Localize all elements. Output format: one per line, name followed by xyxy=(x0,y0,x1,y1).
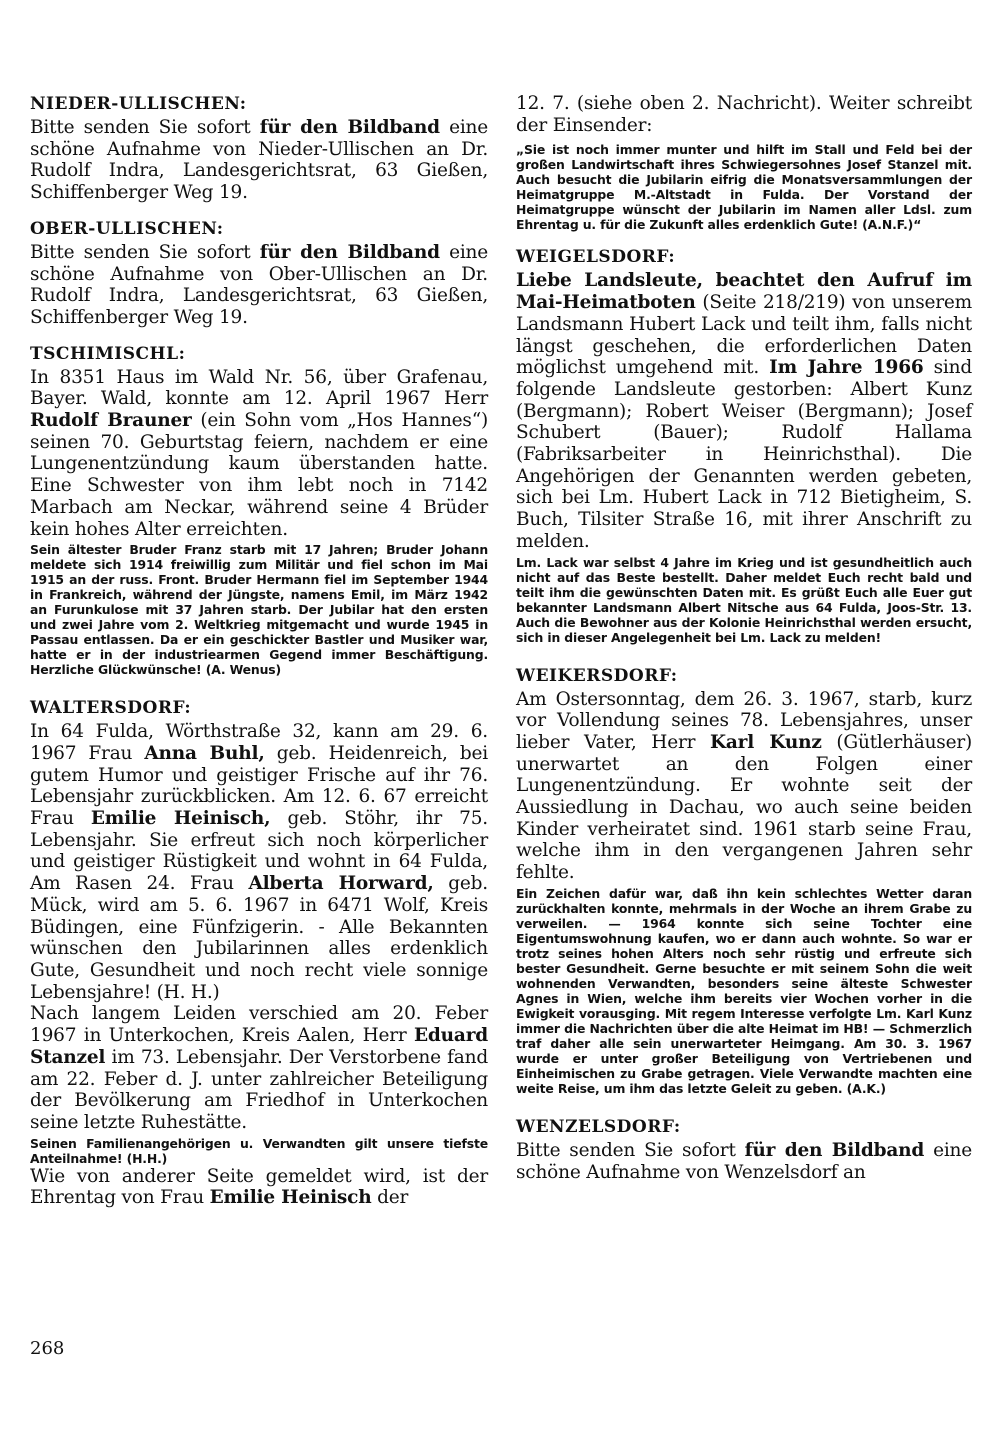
waltersdorf-paragraph-1: In 64 Fulda, Wörthstraße 32, kann am 29. 6. 1967 Frau Anna Buhl, geb. Heidenreich, bei gutem Humor und geistiger Frische auf ihr 76. Lebensjahr zurückblicken. Am 12. 6. 67 erreicht Frau Emilie Heinisch, geb. Stöhr, ihr 75. Lebensjahr. Sie erfreut sich noch körperlicher und geistiger Rüstigkeit und wohnt in 64 Fulda, Am Rasen 24. Frau Alberta Horward, geb. Mück, wird am 5. 6. 1967 in 6471 Wolf, Kreis Büdingen, eine Fünfzigerin. - Alle Bekannten wünschen den Jubilarinnen alles erdenklich Gute, Gesundheit und noch recht viele sonnige Lebensjahre! (H. H.) xyxy=(30,721,488,1003)
heading-waltersdorf: WALTERSDORF: xyxy=(30,698,192,719)
weikersdorf-small-text: Ein Zeichen dafür war, daß ihn kein schlechtes Wetter daran zurückhalten konnte, mehrmals in der Woche an ihrem Grabe zu verweilen. — 1964 konnte sich seine Tochter eine Eigentumswohnung kaufen, wo er dann auch wohnte. So war er trotz seines hohen Alters noch sehr rüstig und erfreute sich bester Gesundheit. Gerne besuchte er mit seinem Sohn die weit wohnenden Verwandten, besonders seine älteste Schwester Agnes in Wien, welche ihm bereits vier Wochen vorher in die Ewigkeit vorausging. Mit regem Interesse verfolgte Lm. Karl Kunz immer die Nachrichten über die alte Heimat im HB! — Schmerzlich traf daher alle sein unerwarteter Heimgang. Am 30. 3. 1967 wurde er unter großer Beteiligung von Vertriebenen und Einheimischen zu Grabe getragen. Viele Verwandte machten eine weite Reise, um ihm das letzte Geleit zu geben. (A.K.) xyxy=(516,885,972,1096)
weikersdorf-text: Am Ostersonntag, dem 26. 3. 1967, starb, kurz vor Vollendung seines 78. Lebensjahres, unser lieber Vater, Herr Karl Kunz (Gütlerhäuser) unerwartet an den Folgen einer Lungenentzündung. Er wohnte seit der Aussiedlung in Dachau, wo auch seine beiden Kinder verheiratet sind. 1961 starb seine Frau, welche ihm in den vergangenen Jahren sehr fehlte. xyxy=(516,688,973,884)
left-column xyxy=(30,93,488,1209)
wenzelsdorf-text: Bitte senden Sie sofort für den Bildband eine schöne Aufnahme von Wenzelsdorf an xyxy=(516,1139,973,1183)
continuation-quote: „Sie ist noch immer munter und hilft im Stall und Feld bei der großen Landwirtschaft ihres Schwiegersohnes Josef Stanzel mit. Auch besucht die Jubilarin eifrig die Monatsversammlungen der Heimatgruppe M.-Altstadt in Fulda. Der Vorstand der Heimatgruppe wünscht der Jubilarin im Namen aller Ldsl. zum Ehrentag u. für die Zukunft alles erdenklich Gute! (A.N.F.)“ xyxy=(516,142,972,233)
section-weigelsdorf xyxy=(516,246,972,644)
heading-wenzelsdorf: WENZELSDORF: xyxy=(516,1116,681,1137)
heading-weikersdorf: WEIKERSDORF: xyxy=(516,665,678,686)
weigelsdorf-text: Liebe Landsleute, beachtet den Aufruf im Mai-Heimatboten (Seite 218/219) von unserem Landsmann Hubert Lack und teilt ihm, falls nicht längst geschehen, die erforderlichen Daten möglichst umgehend mit. Im Jahre 1966 sind folgende Landsleute gestorben: Albert Kunz (Bergmann); Robert Weiser (Bergmann); Josef Schubert (Bauer); Rudolf Hallama (Fabriksarbeiter in Heinrichsthal). Die Angehörigen der Genannten werden gebeten, sich bei Lm. Hubert Lack in 712 Bietigheim, S. Buch, Tilsiter Straße 16, mit ihrer Anschrift zu melden. xyxy=(516,270,972,552)
heading-ober-ullischen: OBER-ULLISCHEN: xyxy=(30,218,224,239)
continuation-text: 12. 7. (siehe oben 2. Nachricht). Weiter schreibt der Einsender: xyxy=(516,93,972,136)
tschimischl-text: In 8351 Haus im Wald Nr. 56, über Grafenau, Bayer. Wald, konnte am 12. April 1967 Herr Rudolf Brauner (ein Sohn vom „Hos Hannes“) seinen 70. Geburtstag feiern, nachdem er eine Lungenentzündung kaum überstanden hatte. Eine Schwester von ihm lebt noch in 7142 Marbach am Neckar, während seine 4 Brüder kein hohes Alter erreichten. xyxy=(30,366,488,540)
nieder-ullischen-text: Bitte senden Sie sofort für den Bildband eine schöne Aufnahme von Nieder-Ullischen an Dr. Rudolf Indra, Landesgerichtsrat, 63 Gießen, Schiffenberger Weg 19. xyxy=(30,117,488,204)
right-column xyxy=(516,93,972,1183)
page-number: 268 xyxy=(30,1338,65,1359)
section-weikersdorf xyxy=(516,665,972,1096)
section-waltersdorf xyxy=(30,697,488,1209)
weigelsdorf-small-text: Lm. Lack war selbst 4 Jahre im Krieg und ist gesundheitlich auch nicht auf das Beste bestellt. Daher meldet Euch recht bald und teilt ihm die gewünschten Daten mit. Es grüßt Euch alle Euer gut bekannter Landsmann Albert Nitsche aus 64 Fulda, Joos-Str. 13. Auch die Bewohner aus der Kolonie Heinrichsthal werden ersucht, sich in dieser Angelegenheit bei Lm. Lack zu melden! xyxy=(516,554,972,645)
section-ober-ullischen xyxy=(30,218,488,329)
waltersdorf-small-text: Seinen Familienangehörigen u. Verwandten gilt unsere tiefste Anteilnahme! (H.H.) xyxy=(30,1135,488,1166)
heading-nieder-ullischen: NIEDER-ULLISCHEN: xyxy=(30,94,247,114)
section-nieder-ullischen xyxy=(30,93,488,204)
heading-weigelsdorf: WEIGELSDORF: xyxy=(516,247,676,268)
waltersdorf-paragraph-3: Wie von anderer Seite gemeldet wird, ist der Ehrentag von Frau Emilie Heinisch der xyxy=(30,1165,488,1209)
heading-tschimischl: TSCHIMISCHL: xyxy=(30,343,186,364)
waltersdorf-paragraph-2: Nach langem Leiden verschied am 20. Feber 1967 in Unterkochen, Kreis Aalen, Herr Eduard Stanzel im 73. Lebensjahr. Der Verstorbene fand am 22. Feber d. J. unter zahlreicher Beteiligung der Bevölkerung am Friedhof in Unterkochen seine letzte Ruhestätte. xyxy=(30,1003,488,1133)
section-continuation xyxy=(516,93,972,232)
tschimischl-small-text: Sein ältester Bruder Franz starb mit 17 Jahren; Bruder Johann meldete sich 1914 freiwillig zum Militär und fiel schon im Mai 1915 an der russ. Front. Bruder Hermann fiel im September 1944 in Frankreich, während der Jüngste, namens Emil, im März 1942 an Furunkulose mit 37 Jahren starb. Der Jubilar hat den ersten und zwei Jahre vom 2. Weltkrieg mitgemacht und wurde 1945 in Passau entlassen. Da er ein geschickter Bastler und Musiker war, hatte er in der industriearmen Gegend immer Beschäftigung. Herzliche Glückwünsche! (A. Wenus) xyxy=(30,542,488,678)
section-tschimischl xyxy=(30,343,488,678)
section-wenzelsdorf xyxy=(516,1116,972,1183)
ober-ullischen-text: Bitte senden Sie sofort für den Bildband eine schöne Aufnahme von Ober-Ullischen an Dr. Rudolf Indra, Landesgerichtsrat, 63 Gießen, Schiffenberger Weg 19. xyxy=(30,241,488,328)
